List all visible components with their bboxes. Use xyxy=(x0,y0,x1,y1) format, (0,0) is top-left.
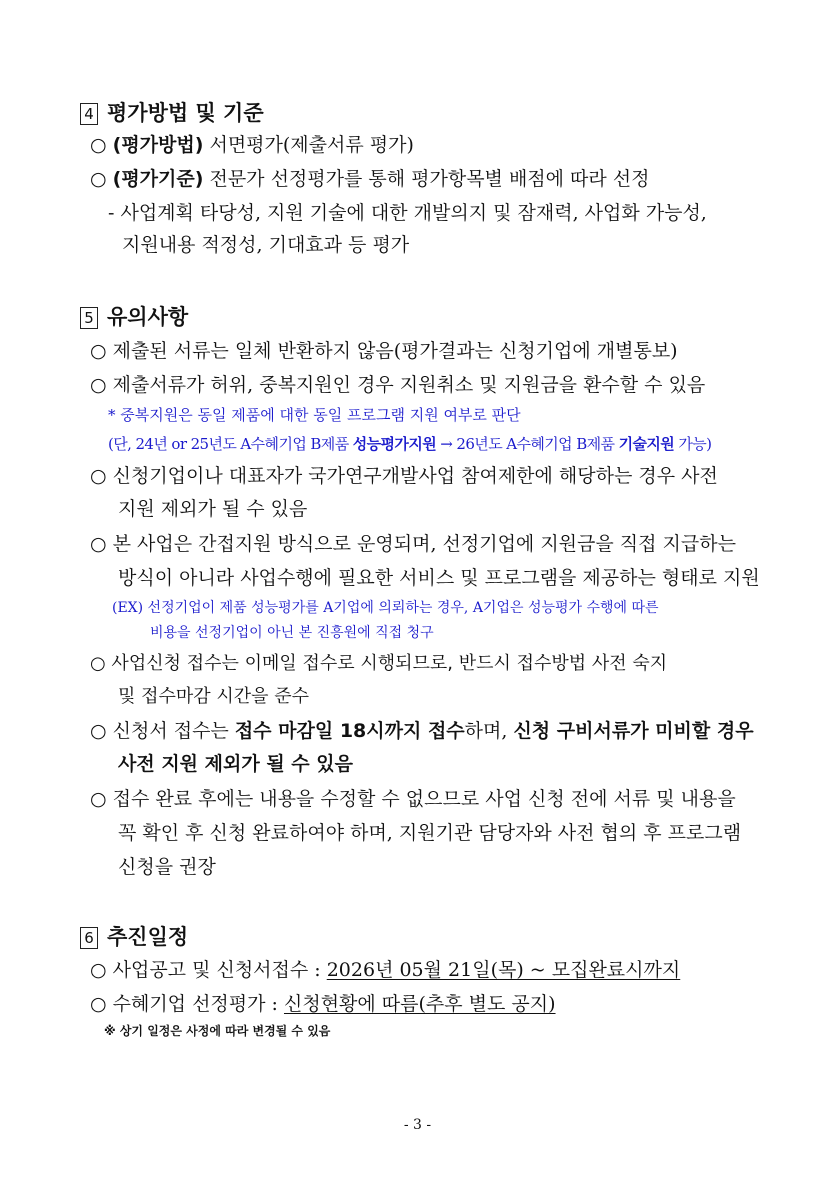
notice-item-4-line1: ○ 본 사업은 간접지원 방식으로 운영되며, 선정기업에 지원금을 직접 지급하는 xyxy=(90,533,736,555)
note-part: 가능) xyxy=(674,435,712,453)
example-note-line1: (EX) 선정기업이 제품 성능평가를 A기업에 의뢰하는 경우, A기업은 성능평가 수행에 따른 xyxy=(112,600,659,616)
section-5-heading xyxy=(80,304,188,330)
notice-item-1: ○ 제출된 서류는 일체 반환하지 않음(평가결과는 신청기업에 개별통보) xyxy=(90,340,678,362)
schedule-row-2 xyxy=(90,991,556,1017)
section-number-box: 6 xyxy=(80,927,98,949)
section-title: 평가방법 및 기준 xyxy=(107,101,264,125)
duplicate-note: * 중복지원은 동일 제품에 대한 동일 프로그램 지원 여부로 판단 xyxy=(108,406,521,424)
eval-criteria-item xyxy=(90,166,650,192)
eval-sub-item-line2: 지원내용 적정성, 기대효과 등 평가 xyxy=(122,234,410,256)
eval-method-label: (평가방법) xyxy=(112,134,204,156)
eval-criteria-text: 전문가 선정평가를 통해 평가항목별 배점에 따라 선정 xyxy=(203,168,650,190)
section-4-heading xyxy=(80,100,264,126)
bullet-circle: ○ xyxy=(90,168,107,190)
notice-item-6-line1 xyxy=(90,718,754,744)
notice-item-5-line1: ○ 사업신청 접수는 이메일 접수로 시행되므로, 반드시 접수방법 사전 숙지 xyxy=(90,653,668,674)
schedule-value: 2026년 05월 21일(목) ~ 모집완료시까지 xyxy=(326,959,681,981)
section-6-heading xyxy=(80,924,188,950)
note-bold-part: 기술지원 xyxy=(618,435,675,453)
example-note-line2: 비용을 선정기업이 아닌 본 진흥원에 직접 청구 xyxy=(150,625,434,641)
schedule-row-1 xyxy=(90,957,680,983)
notice-item-5-line2: 및 접수마감 시간을 준수 xyxy=(118,686,310,707)
notice-item-6-line2: 사전 지원 제외가 될 수 있음 xyxy=(118,753,353,775)
eval-method-item xyxy=(90,132,414,158)
section-title: 유의사항 xyxy=(107,305,189,329)
schedule-label: ○ 수혜기업 선정평가 : xyxy=(90,993,284,1015)
schedule-value: 신청현황에 따름(추후 별도 공지) xyxy=(283,993,556,1015)
bullet-circle: ○ xyxy=(90,134,107,156)
page-number: - 3 - xyxy=(403,1117,432,1133)
section-number-box: 4 xyxy=(80,103,98,125)
notice-item-7-line2: 꼭 확인 후 신청 완료하여야 하며, 지원기관 담당자와 사전 협의 후 프로그램 xyxy=(118,822,742,844)
eval-criteria-label: (평가기준) xyxy=(112,168,204,190)
notice-item-3-line1: ○ 신청기업이나 대표자가 국가연구개발사업 참여제한에 해당하는 경우 사전 xyxy=(90,465,718,487)
section-title: 추진일정 xyxy=(107,925,189,949)
note-bold-part: 성능평가지원 xyxy=(352,435,437,453)
schedule-change-note: ※ 상기 일정은 사정에 따라 변경될 수 있음 xyxy=(104,1024,331,1038)
note-part: (단, 24년 or 25년도 A수혜기업 B제품 xyxy=(108,435,353,453)
notice-item-4-line2: 방식이 아니라 사업수행에 필요한 서비스 및 프로그램을 제공하는 형태로 지원 xyxy=(118,567,760,589)
schedule-label: ○ 사업공고 및 신청서접수 : xyxy=(90,959,327,981)
notice-item-3-line2: 지원 제외가 될 수 있음 xyxy=(118,498,308,520)
notice-item-7-line3: 신청을 권장 xyxy=(118,856,216,878)
item-text: ○ 신청서 접수는 xyxy=(90,720,235,742)
note-part: → 26년도 A수혜기업 B제품 xyxy=(436,435,619,453)
section-number-box: 5 xyxy=(80,307,98,329)
eval-sub-item-line1: - 사업계획 타당성, 지원 기술에 대한 개발의지 및 잠재력, 사업화 가능성, xyxy=(108,202,707,224)
duplicate-exception-note xyxy=(108,433,711,455)
notice-item-7-line1: ○ 접수 완료 후에는 내용을 수정할 수 없으므로 사업 신청 전에 서류 및 내용을 xyxy=(90,788,736,810)
documents-emphasis: 신청 구비서류가 미비할 경우 xyxy=(513,720,754,742)
item-text: 하며, xyxy=(464,720,514,742)
eval-method-text: 서면평가(제출서류 평가) xyxy=(203,134,414,156)
notice-item-2: ○ 제출서류가 허위, 중복지원인 경우 지원취소 및 지원금을 환수할 수 있음 xyxy=(90,374,706,396)
deadline-emphasis: 접수 마감일 18시까지 접수 xyxy=(234,720,465,742)
